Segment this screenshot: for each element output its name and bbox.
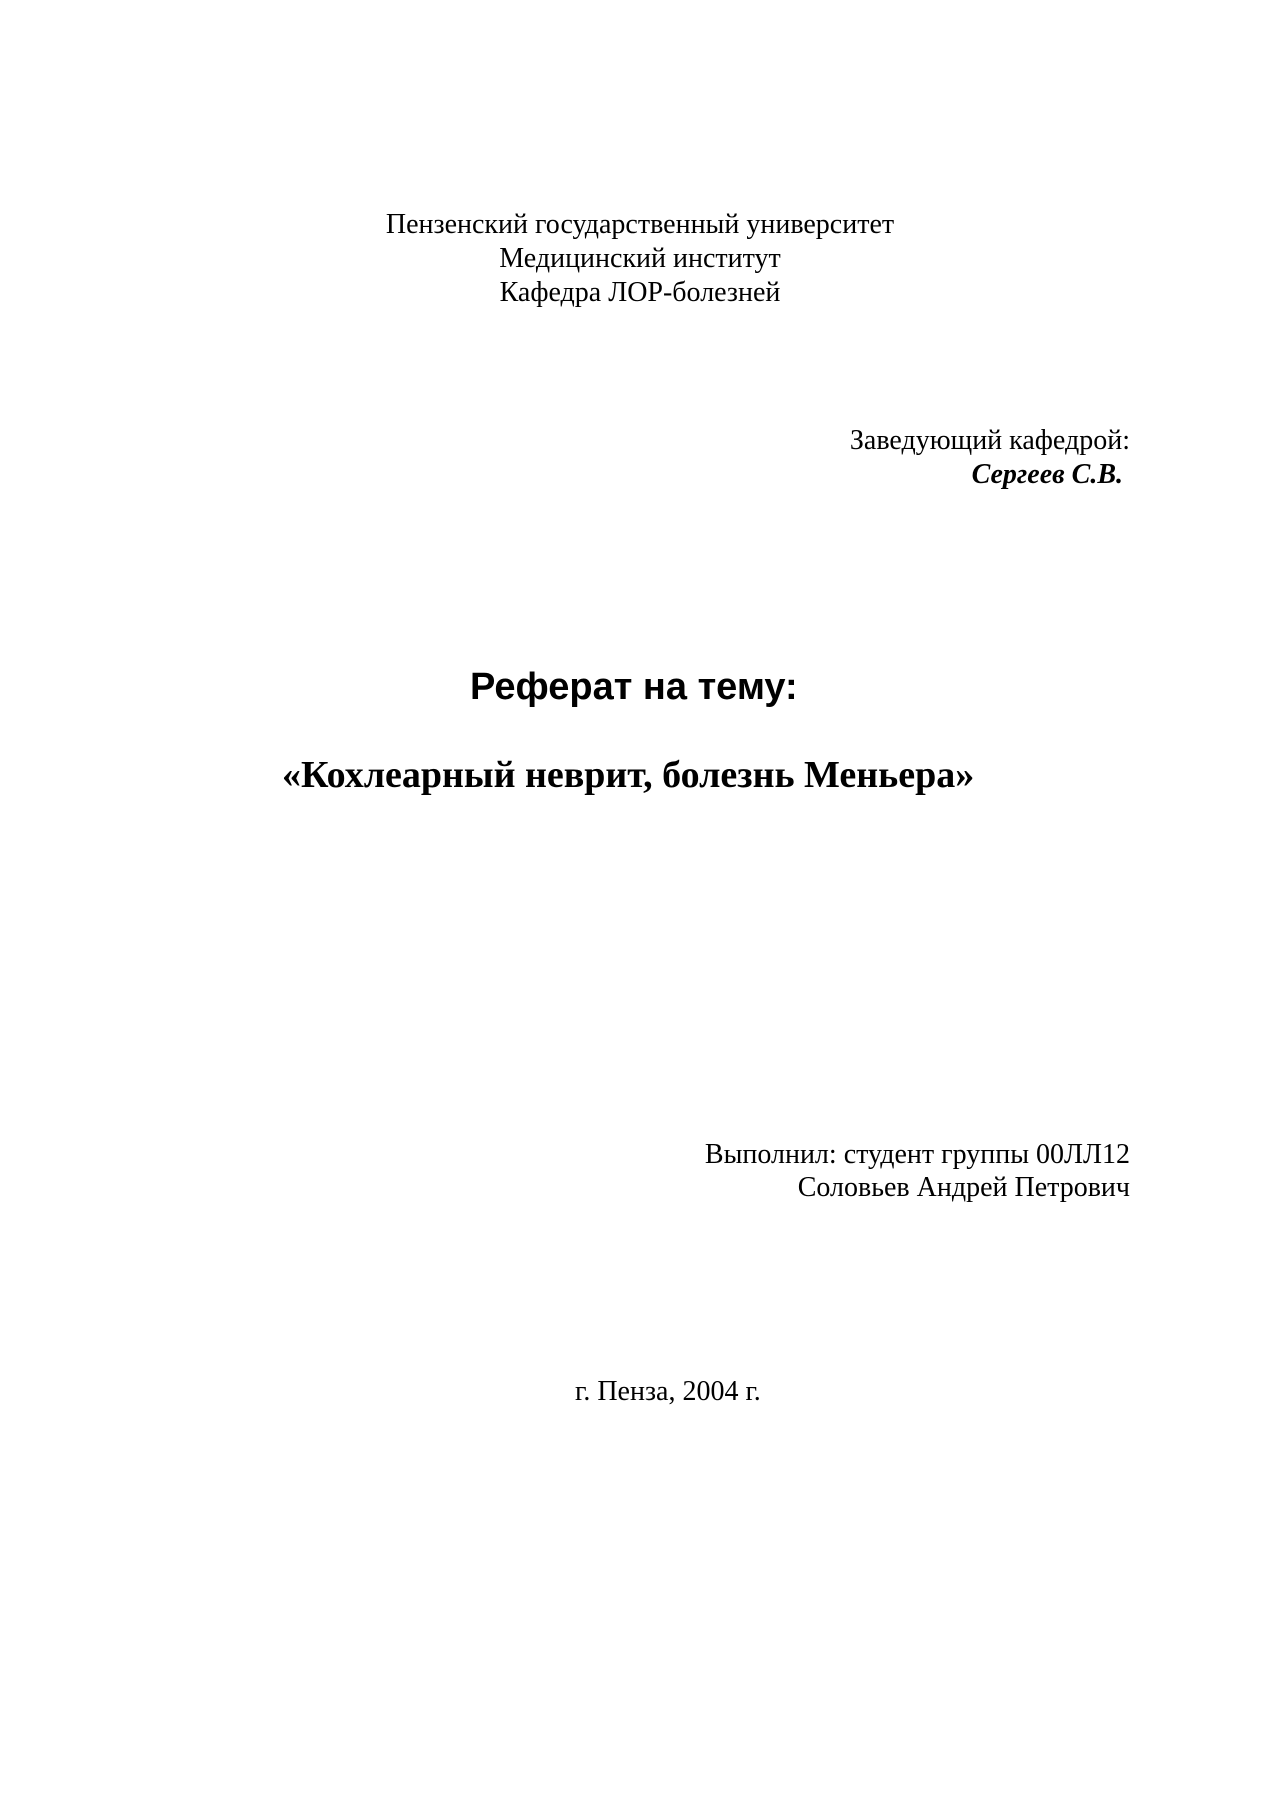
department-name: Кафедра ЛОР-болезней [499,277,781,308]
report-topic: «Кохлеарный неврит, болезнь Меньера» [282,754,975,796]
head-of-department-label: Заведующий кафедрой: [849,425,1130,456]
institute-name: Медицинский институт [499,243,781,274]
report-heading: Реферат на тему: [470,666,798,708]
author-name: Соловьев Андрей Петрович [797,1172,1130,1203]
place-and-year: г. Пенза, 2004 г. [575,1376,761,1407]
author-group-line: Выполнил: студент группы 00ЛЛ12 [704,1139,1130,1170]
university-name: Пензенский государственный университет [385,209,895,240]
head-of-department-name: Сергеев С.В. [971,459,1123,490]
